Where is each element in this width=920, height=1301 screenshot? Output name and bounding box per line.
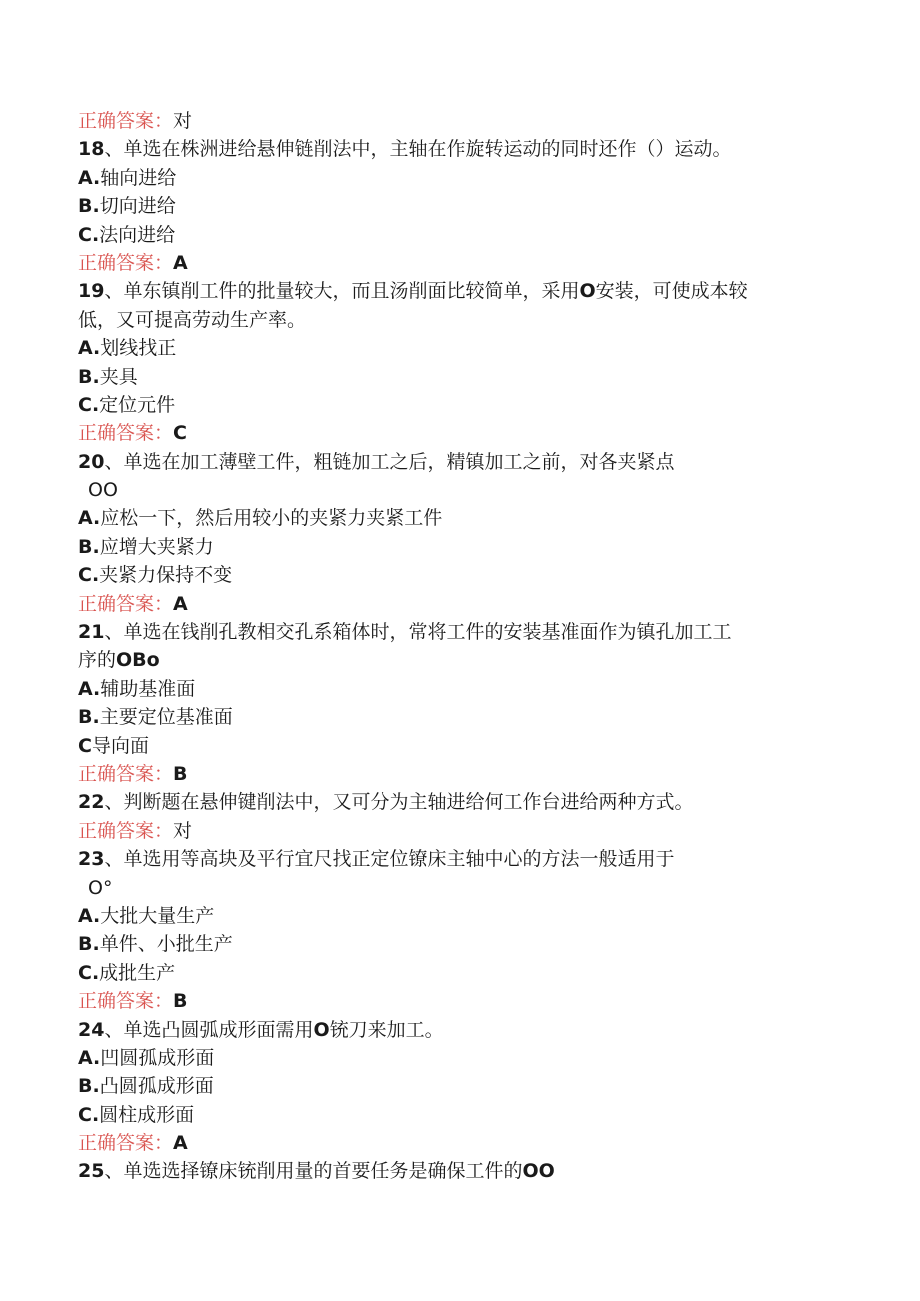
question-20 — [78, 448, 848, 476]
option-text: 应增大夹紧力 — [99, 535, 214, 558]
question-text: 、单选在株洲进给悬伸链削法中，主轴在作旋转运动的同时还作（）运动。 — [104, 138, 732, 161]
question-18 — [78, 135, 848, 163]
option-letter: B. — [78, 365, 100, 388]
option-text: 凹圆孤成形面 — [100, 1046, 215, 1069]
question-number: 19 — [78, 280, 105, 303]
question-23-cont — [78, 874, 848, 902]
answer-line — [78, 107, 848, 135]
question-22 — [78, 788, 848, 816]
option-text: 夹具 — [99, 365, 138, 388]
option-letter: B. — [78, 706, 100, 729]
option-letter: A. — [78, 166, 101, 189]
question-text: 、单选用等高块及平行宜尺找正定位镣床主轴中心的方法一般适用于 — [104, 848, 675, 871]
answer-label: 正确答案： — [78, 1132, 174, 1155]
question-text: 低，又可提高劳动生产率。 — [78, 308, 307, 331]
question-19 — [78, 277, 848, 305]
option-text: 单件、小批生产 — [99, 933, 233, 956]
option-text: 凸圆孤成形面 — [99, 1075, 214, 1098]
option-text: 划线找正 — [100, 337, 177, 360]
option-letter: C. — [78, 564, 100, 587]
option-letter: C. — [78, 393, 100, 416]
question-number: 18 — [78, 138, 105, 161]
question-text: 安装，可使成本较 — [595, 280, 748, 303]
option-a — [78, 334, 848, 362]
option-letter: C — [78, 734, 92, 757]
blank-mark: O — [313, 1018, 330, 1041]
question-19-cont — [78, 306, 848, 334]
option-letter: A. — [78, 677, 101, 700]
option-a — [78, 675, 848, 703]
question-text: 、单选选择镣床铳削用量的首要任务是确保工件的 — [104, 1160, 523, 1183]
option-text: 轴向进给 — [100, 166, 177, 189]
question-21-cont — [78, 646, 848, 674]
question-text: 、单选凸圆弧成形面需用 — [104, 1018, 314, 1041]
option-b — [78, 703, 848, 731]
document-page — [78, 107, 848, 1186]
question-text: 、单东镇削工件的批量较大，而且汤削面比较简单，采用 — [104, 280, 580, 303]
answer-value: B — [173, 990, 188, 1013]
option-c — [78, 959, 848, 987]
option-c — [78, 732, 848, 760]
blank-mark: OBo — [116, 649, 160, 672]
answer-label: 正确答案： — [78, 990, 174, 1013]
option-b — [78, 192, 848, 220]
answer-label: 正确答案： — [78, 110, 174, 132]
option-c — [78, 561, 848, 589]
option-c — [78, 1101, 848, 1129]
answer-line — [78, 419, 848, 447]
answer-label: 正确答案： — [78, 422, 174, 445]
question-20-cont — [78, 476, 848, 504]
blank-mark: O — [579, 280, 596, 303]
option-b — [78, 930, 848, 958]
option-c — [78, 391, 848, 419]
option-letter: A. — [78, 1046, 101, 1069]
answer-value: A — [173, 592, 188, 615]
answer-label: 正确答案： — [78, 592, 174, 615]
answer-value: C — [173, 422, 187, 445]
question-24 — [78, 1016, 848, 1044]
question-text: 序的 — [78, 649, 117, 672]
answer-label: 正确答案： — [78, 251, 174, 274]
option-a — [78, 1044, 848, 1072]
option-letter: C. — [78, 961, 100, 984]
option-text: 切向进给 — [99, 195, 176, 218]
question-21 — [78, 618, 848, 646]
option-letter: B. — [78, 535, 100, 558]
question-text: 、单选在钱削孔教相交孔系箱体时，常将工件的安装基准面作为镇孔加工工 — [104, 621, 732, 644]
option-text: 法向进给 — [99, 223, 176, 246]
option-letter: B. — [78, 195, 100, 218]
option-a — [78, 164, 848, 192]
blank-mark: O° — [88, 876, 113, 899]
question-text: 铳刀来加工。 — [329, 1018, 444, 1041]
option-text: 应松一下，然后用较小的夹紧力夹紧工件 — [100, 507, 443, 530]
option-b — [78, 1072, 848, 1100]
blank-mark: OO — [88, 479, 118, 502]
question-number: 23 — [78, 848, 105, 871]
question-number: 20 — [78, 450, 105, 473]
question-25 — [78, 1157, 848, 1185]
answer-line — [78, 760, 848, 788]
question-text: 、判断题在悬伸键削法中，又可分为主轴进给何工作台进给两种方式。 — [104, 791, 694, 814]
answer-value: 对 — [173, 819, 193, 842]
option-text: 大批大量生产 — [100, 904, 215, 927]
question-text: 、单选在加工薄壁工件，粗链加工之后，精镇加工之前，对各夹紧点 — [104, 450, 675, 473]
option-c — [78, 221, 848, 249]
question-number: 22 — [78, 791, 105, 814]
answer-line — [78, 249, 848, 277]
option-letter: B. — [78, 1075, 100, 1098]
answer-value: A — [173, 1132, 188, 1155]
option-b — [78, 363, 848, 391]
option-b — [78, 533, 848, 561]
option-letter: C. — [78, 223, 100, 246]
option-letter: A. — [78, 904, 101, 927]
answer-label: 正确答案： — [78, 819, 174, 842]
question-23 — [78, 845, 848, 873]
answer-line — [78, 590, 848, 618]
option-a — [78, 902, 848, 930]
option-text: 定位元件 — [99, 393, 176, 416]
question-number: 25 — [78, 1160, 105, 1183]
option-text: 主要定位基准面 — [99, 706, 233, 729]
option-a — [78, 504, 848, 532]
answer-line — [78, 1129, 848, 1157]
answer-value: 对 — [173, 110, 193, 132]
option-letter: B. — [78, 933, 100, 956]
answer-value: A — [173, 251, 188, 274]
answer-line — [78, 987, 848, 1015]
option-letter: A. — [78, 337, 101, 360]
option-letter: A. — [78, 507, 101, 530]
question-number: 21 — [78, 621, 105, 644]
answer-label: 正确答案： — [78, 762, 174, 785]
option-text: 夹紧力保持不变 — [99, 564, 233, 587]
option-text: 导向面 — [91, 734, 149, 757]
option-text: 成批生产 — [99, 961, 176, 984]
answer-line — [78, 817, 848, 845]
blank-mark: OO — [522, 1160, 555, 1183]
answer-value: B — [173, 762, 188, 785]
option-text: 圆柱成形面 — [99, 1103, 195, 1126]
option-text: 辅助基准面 — [100, 677, 196, 700]
option-letter: C. — [78, 1103, 100, 1126]
question-number: 24 — [78, 1018, 105, 1041]
